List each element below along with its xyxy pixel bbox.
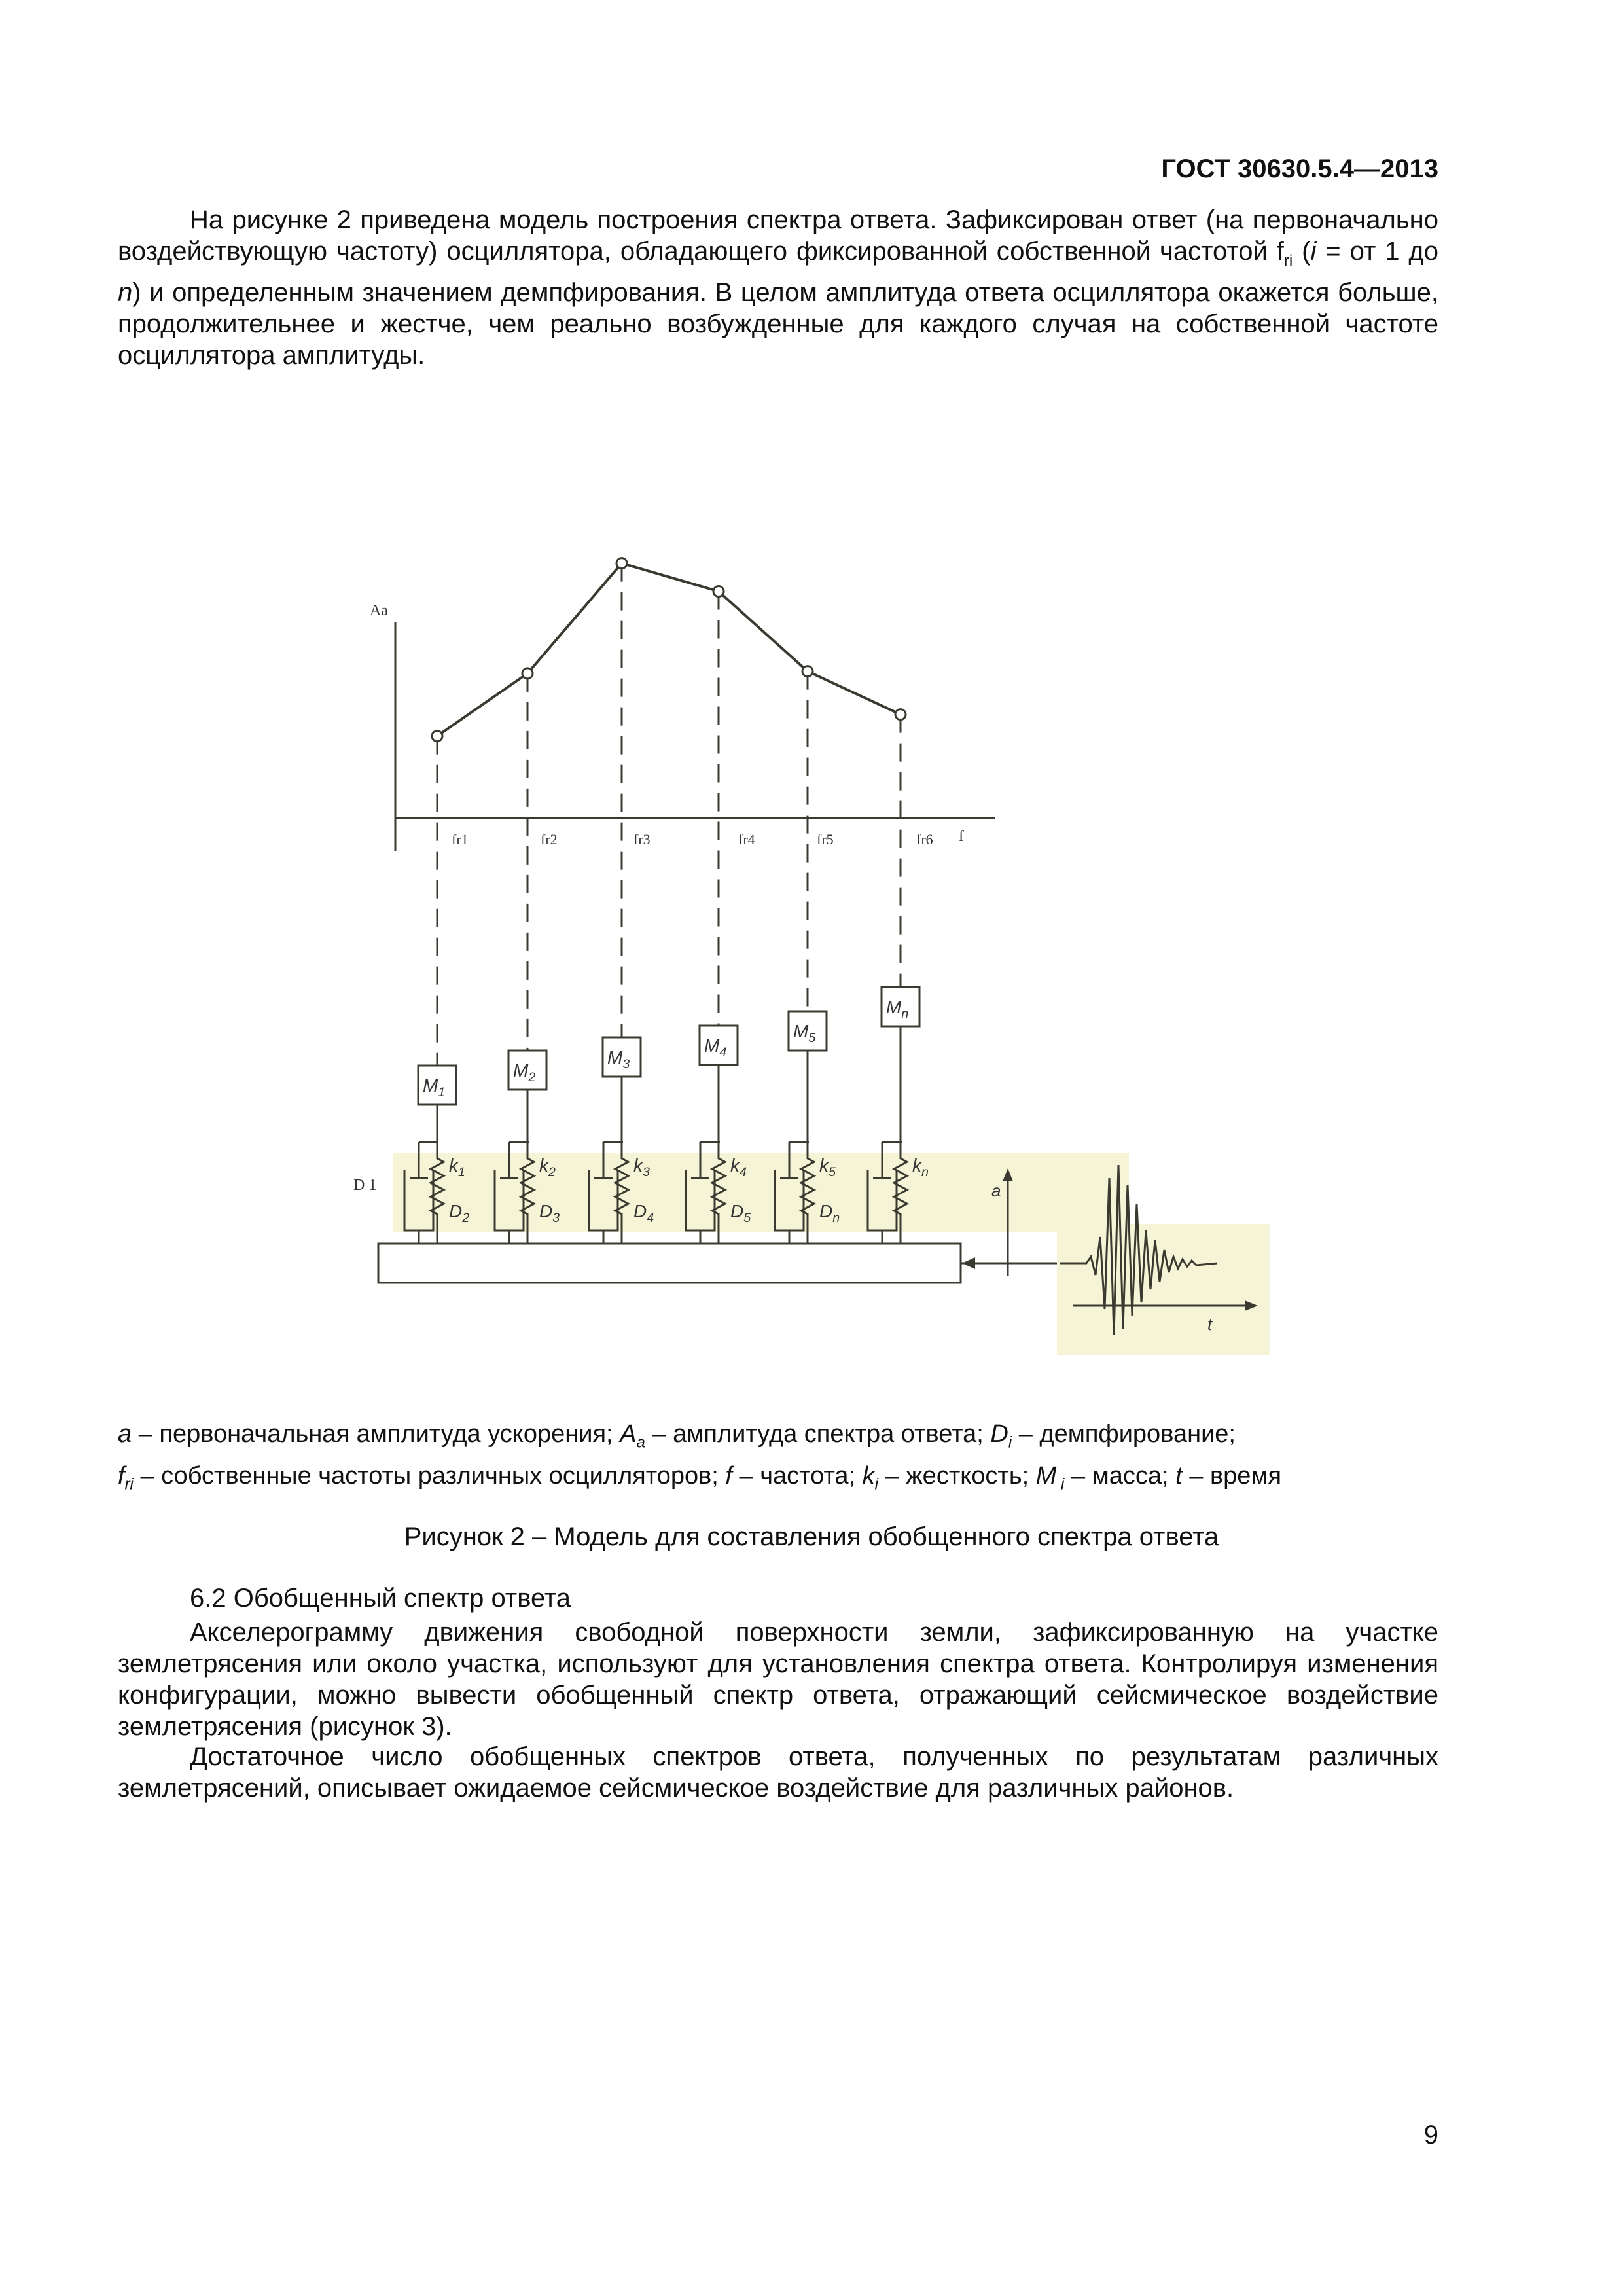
figure-symbol: $k_5$	[819, 1155, 836, 1179]
accelerogram-highlight	[1057, 1224, 1270, 1355]
intro-sub: ri	[1283, 252, 1293, 270]
legend-fragment: – амплитуда спектра ответа;	[645, 1420, 991, 1448]
legend-fragment: f	[118, 1462, 125, 1490]
arrowhead-icon	[962, 1257, 975, 1269]
legend-fragment: M	[1035, 1462, 1057, 1490]
legend-fragment: – первоначальная амплитуда ускорения;	[132, 1420, 620, 1448]
spectrum-point	[616, 558, 627, 569]
legend-fragment: D	[990, 1420, 1008, 1448]
intro-text-2: (	[1293, 237, 1311, 266]
section-title: 6.2 Обобщенный спектр ответа	[190, 1584, 571, 1613]
figure-symbol: $M_n$	[886, 997, 909, 1021]
freq-label: fr1	[452, 831, 469, 848]
x-axis-label: f	[959, 828, 964, 845]
figure-symbol: $D_3$	[539, 1201, 560, 1225]
freq-label: fr4	[738, 831, 755, 848]
legend-fragment: – жесткость;	[878, 1462, 1036, 1490]
spectrum-point	[522, 668, 533, 679]
legend-fragment: i	[1056, 1475, 1065, 1494]
page-number: 9	[1423, 2121, 1438, 2149]
legend-fragment: – частота;	[732, 1462, 863, 1490]
intro-text-4: ) и определенным значением демпфирования. В целом амплитуда ответа осциллятора окажется больше, продолжительнее и жестче, чем реально возбужденные для каждого случая на собственной частоте осциллятора амплитуды.	[118, 278, 1438, 370]
freq-label: fr3	[633, 831, 651, 848]
base-plate	[378, 1244, 961, 1283]
spectrum-point	[802, 666, 813, 677]
legend-line-2	[118, 1460, 1492, 1501]
spectrum-curve	[437, 564, 901, 736]
legend-fragment: k	[862, 1462, 875, 1490]
section-paragraph-2: Достаточное число обобщенных спектров ответа, полученных по результатам различных землетрясений, описывает ожидаемое сейсмическое воздействие для различных районов.	[118, 1742, 1438, 1803]
figure-symbol: $M_2$	[513, 1060, 536, 1085]
frequency-labels	[452, 831, 933, 848]
legend-fragment: ri	[124, 1475, 134, 1494]
figure-symbol: $D_5$	[730, 1201, 751, 1225]
y-axis-label: Aa	[370, 602, 388, 619]
legend-fragment: – демпфирование;	[1012, 1420, 1236, 1448]
figure-symbol: $k_2$	[539, 1155, 556, 1179]
spectrum-point	[713, 586, 724, 597]
intro-n: n	[118, 278, 133, 307]
figure-symbol: $k_4$	[730, 1155, 747, 1179]
figure-symbol: $D_4$	[633, 1201, 654, 1225]
figure-symbol: $M_1$	[423, 1075, 446, 1100]
time-label: t	[1207, 1314, 1213, 1334]
legend-fragment: – собственные частоты различных осцилляторов;	[133, 1462, 726, 1490]
damper-label-first: D 1	[353, 1177, 377, 1194]
legend-fragment: – время	[1182, 1462, 1282, 1490]
freq-label: fr6	[916, 831, 933, 848]
legend-fragment: f	[725, 1462, 732, 1490]
figure-symbol: $k_3$	[633, 1155, 650, 1179]
legend-fragment: i	[874, 1475, 879, 1494]
legend-fragment: – масса;	[1064, 1462, 1176, 1490]
intro-i: i	[1310, 237, 1317, 266]
dashed-lines	[437, 564, 901, 1066]
freq-label: fr5	[817, 831, 834, 848]
figure-symbol: $M_5$	[793, 1021, 816, 1045]
intro-text-1: На рисунке 2 приведена модель построения спектра ответа. Зафиксирован ответ (на первоначально воздействующую частоту) осциллятора, обладающего фиксированной собственной частотой f	[118, 206, 1438, 266]
legend-fragment: i	[1008, 1433, 1012, 1452]
legend-fragment: a	[118, 1420, 132, 1448]
accelerogram-highlight-top	[952, 1153, 1129, 1225]
intro-text-3: = от 1 до	[1316, 237, 1438, 266]
freq-label: fr2	[541, 831, 558, 848]
legend-line-1	[118, 1418, 1492, 1460]
spectrum-point	[895, 709, 906, 720]
section-paragraph-1: Акселерограмму движения свободной поверхности земли, зафиксированную на участке землетрясения или около участка, используют для установления спектра ответа. Контролируя изменения конфигурации, можно вывести обобщенный спектр ответа, отражающий сейсмическое воздействие землетрясения (рисунок 3).	[118, 1618, 1438, 1741]
legend-fragment: t	[1175, 1462, 1183, 1490]
figure-legend	[118, 1418, 1492, 1501]
document-code: ГОСТ 30630.5.4—2013	[1161, 154, 1438, 183]
figure-symbol: $k_n$	[912, 1155, 929, 1179]
figure-symbol: $M_4$	[704, 1035, 727, 1060]
legend-fragment: a	[636, 1433, 645, 1452]
figure-caption: Рисунок 2 – Модель для составления обобщенного спектра ответа	[404, 1522, 1219, 1551]
figure-symbol: $D_2$	[449, 1201, 470, 1225]
legend-fragment: A	[620, 1420, 637, 1448]
figure-symbol: $k_1$	[449, 1155, 465, 1179]
spectrum-point	[432, 731, 442, 742]
figure-symbol: $D_n$	[819, 1201, 840, 1225]
accel-label: a	[991, 1181, 1001, 1200]
figure-symbol: $M_3$	[607, 1047, 630, 1071]
spectrum-points	[432, 558, 906, 742]
